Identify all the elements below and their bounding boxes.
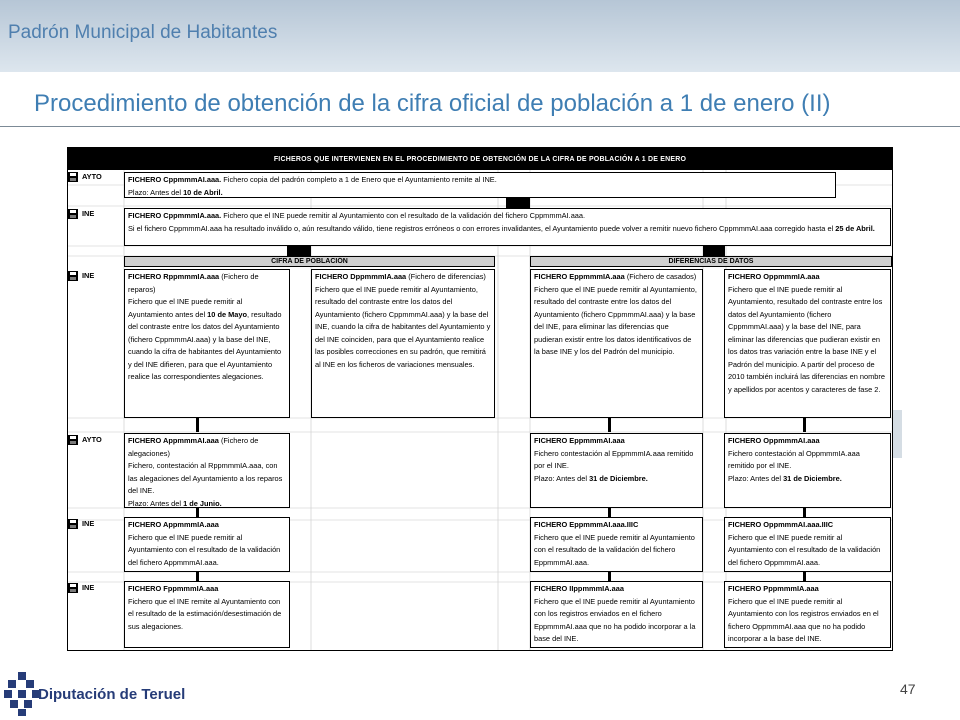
title-divider: [0, 126, 960, 127]
file-box-cppmmmia: [124, 208, 891, 246]
file-description: Fichero que el INE puede remitir al Ayuntamiento con el resultado de la validación del fichero CppmmmAI.aaa.: [221, 211, 586, 220]
entity-label-text: INE: [82, 209, 95, 218]
deadline-date: 31 de Diciembre.: [589, 473, 648, 483]
entity-label-text: AYTO: [82, 172, 102, 181]
app-title: Padrón Municipal de Habitantes: [8, 22, 278, 43]
file-description: , resultado del contraste entre los datos del Ayuntamiento (fichero CppmmmAI.aaa) y la base del INE, cuando la cifra de habitantes del Ayuntamiento y del INE difieren, para que el Ayuntamiento realice las correspondientes alegaciones.: [128, 309, 282, 382]
file-box-rppmmmia: [124, 269, 290, 418]
files-diagram: [67, 147, 893, 651]
logo-text: Diputación de Teruel: [38, 686, 186, 703]
file-description: Fichero copia del padrón completo a 1 de Enero que el Ayuntamiento remite al INE.: [221, 175, 497, 184]
deadline-date: 10 de Abril.: [183, 187, 223, 197]
file-name: FICHERO OppmmmIA.aaa: [728, 272, 820, 281]
file-name: FICHERO FppmmmIA.aaa: [128, 584, 219, 593]
deadline-label: Plazo: Antes del: [728, 473, 784, 483]
deadline-label: Plazo: Antes del: [128, 187, 184, 197]
floppy-disk-icon: [68, 519, 78, 529]
file-name: FICHERO OppmmmAI.aaa: [728, 436, 820, 445]
slide-title: Procedimiento de obtención de la cifra oficial de población a 1 de enero (II): [34, 90, 831, 117]
connector: [608, 418, 611, 432]
band-cifra-poblacion: CIFRA DE POBLACIÓN: [124, 256, 495, 267]
connector: [506, 197, 530, 208]
deadline-date: 1 de Junio.: [183, 498, 222, 508]
file-box-eppmmmia: [530, 269, 703, 418]
file-name: FICHERO OppmmmAI.aaa.IIIC: [728, 520, 834, 529]
floppy-disk-icon: [68, 271, 78, 281]
file-box-oppmmmai: [724, 433, 891, 508]
file-name: FICHERO PppmmmIA.aaa: [728, 584, 819, 593]
file-description: Fichero contestación al OppmmmIA.aaa remitido por el INE.: [728, 448, 860, 471]
file-subtitle: (Fichero de casados): [624, 272, 697, 281]
file-name: FICHERO AppmmmIA.aaa: [128, 520, 219, 529]
file-box-appmmmia: [124, 517, 290, 572]
file-description: Fichero que el INE puede remitir al Ayuntamiento con los registros enviados en el fichero OppmmmAI.aaa que no ha podido incorporar a la base del INE.: [728, 596, 879, 644]
deadline-date: 10 de Mayo: [207, 309, 248, 319]
entity-label-text: INE: [82, 519, 95, 528]
deadline-date: 31 de Diciembre.: [783, 473, 842, 483]
file-box-oppmmmia: [724, 269, 891, 418]
entity-label: [68, 208, 94, 221]
file-description: Fichero que el INE puede remitir al Ayuntamiento con el resultado de la validación del fichero AppmmmAI.aaa.: [128, 532, 281, 567]
diagram-title: FICHEROS QUE INTERVIENEN EN EL PROCEDIMIENTO DE OBTENCIÓN DE LA CIFRA DE POBLACIÓN A 1 DE ENERO: [68, 148, 892, 170]
file-box-fppmmmia: [124, 581, 290, 648]
file-description: Fichero que el INE puede remitir al Ayuntamiento, resultado del contraste entre los datos del Ayuntamiento (fichero CppmmmAI.aaa) y la base del INE, para eliminar las diferencias que pudieran existir en los datos tras variación entre la base INE y el Padrón del municipio. A partir del proceso de 2010 también incluirá las diferencias en nombre y apellidos por acentos y caracteres de fase 2.: [728, 284, 885, 394]
file-name: FICHERO IIppmmmIA.aaa: [534, 584, 624, 593]
file-description: Fichero que el INE puede remitir al Ayuntamiento antes del: [128, 297, 243, 319]
file-box-iippmmmia: [530, 581, 703, 648]
file-box-eppmmmai-iiic: [530, 517, 703, 572]
top-band: [0, 0, 960, 72]
deadline-label: Plazo: Antes del: [128, 498, 184, 508]
page-number: 47: [900, 681, 916, 697]
file-subtitle: (Fichero de reparos): [128, 272, 259, 294]
file-box-dppmmmia: [311, 269, 495, 418]
file-name: FICHERO EppmmmIA.aaa: [534, 272, 625, 281]
file-name: FICHERO CppmmmAI.aaa.: [128, 175, 222, 184]
file-name: FICHERO EppmmmAI.aaa: [534, 436, 625, 445]
entity-label: [68, 434, 102, 447]
connector: [196, 418, 199, 432]
file-name: FICHERO RppmmmIA.aaa: [128, 272, 220, 281]
side-tab: [892, 410, 902, 458]
file-name: FICHERO CppmmmIA.aaa.: [128, 211, 222, 220]
file-description: Fichero que el INE puede remitir al Ayuntamiento, resultado del contraste entre los datos del Ayuntamiento (fichero CppmmmAI.aaa) y la base del INE, para eliminar las diferencias que pudieran existir entre los datos identificativos de la base INE y los del Padrón del municipio.: [534, 284, 697, 357]
floppy-disk-icon: [68, 583, 78, 593]
file-description: Fichero contestación al EppmmmIA.aaa remitido por el INE.: [534, 448, 694, 471]
file-box-eppmmmai: [530, 433, 703, 508]
entity-label: [68, 171, 102, 184]
file-box-oppmmmai-iiic: [724, 517, 891, 572]
band-diferencias-datos: DIFERENCIAS DE DATOS: [530, 256, 892, 267]
file-name: FICHERO DppmmmIA.aaa: [315, 272, 407, 281]
entity-label: [68, 270, 94, 283]
file-description: Fichero, contestación al RppmmmIA.aaa, con las alegaciones del Ayuntamiento a los reparos del INE.: [128, 461, 283, 496]
deadline-date: 25 de Abril.: [835, 223, 875, 233]
connector: [803, 418, 806, 432]
file-subtitle: (Fichero de alegaciones): [128, 436, 259, 458]
floppy-disk-icon: [68, 209, 78, 219]
file-description: Fichero que el INE puede remitir al Ayuntamiento con el resultado de la validación del fichero OppmmmAI.aaa.: [728, 532, 881, 567]
file-name: FICHERO EppmmmAI.aaa.IIIC: [534, 520, 639, 529]
entity-label-text: INE: [82, 271, 95, 280]
floppy-disk-icon: [68, 435, 78, 445]
file-box-cppmmmai: [124, 172, 836, 198]
entity-label: [68, 582, 94, 595]
file-subtitle: (Fichero de diferencias): [406, 272, 486, 281]
file-name: FICHERO AppmmmAI.aaa: [128, 436, 219, 445]
floppy-disk-icon: [68, 172, 78, 182]
file-description: Fichero que el INE puede remitir al Ayuntamiento con los registros enviados en el fichero EppmmmAI.aaa que no ha podido incorporar a la base del INE.: [534, 596, 696, 644]
deadline-label: Plazo: Antes del: [534, 473, 590, 483]
entity-label-text: AYTO: [82, 435, 102, 444]
file-description: Fichero que el INE puede remitir al Ayuntamiento, resultado del contraste entre los datos del Ayuntamiento (fichero CppmmmAI.aaa) y la base del INE, cuando la cifra de habitantes del Ayuntamiento y del INE coinciden, para que el Ayuntamiento realice las posibles correcciones en su padrón, que remitirá al INE en los ficheros de variaciones mensuales.: [315, 284, 491, 369]
file-box-pppmmmia: [724, 581, 891, 648]
file-box-appmmmai: [124, 433, 290, 508]
entity-label-text: INE: [82, 583, 95, 592]
file-description: Si el fichero CppmmmAI.aaa ha resultado inválido o, aún resultando válido, tiene registros erróneos o con errores invalidantes, el Ayuntamiento puede volver a remitir nuevo fichero CppmmmAI.aaa corregido hasta el: [128, 223, 836, 233]
file-description: Fichero que el INE puede remitir al Ayuntamiento con el resultado de la validación del fichero EppmmmAI.aaa.: [534, 532, 695, 567]
entity-label: [68, 518, 94, 531]
file-description: Fichero que el INE remite al Ayuntamiento con el resultado de la estimación/desestimación de sus alegaciones.: [128, 596, 282, 631]
